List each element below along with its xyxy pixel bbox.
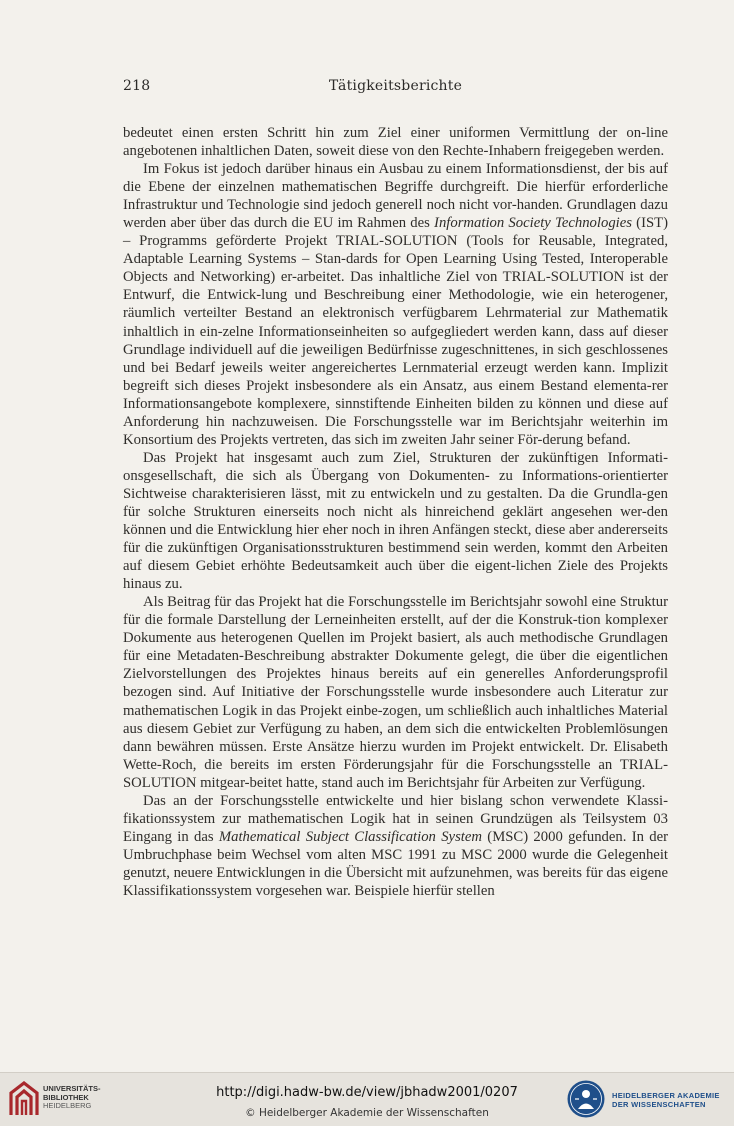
paragraph-5-end: (MSC) 2000 gefunden. In der Umbruchphase beim Wechsel vom alten MSC 1991 zu MSC 2000 wurde die Gelegenheit genutzt, neuere Entwicklungen in die Übersicht mit aufzunehmen, was bereits für das eigene Klassifikationssystem vorgesehen war. Beispiele hierfür stellen — [123, 828, 669, 899]
paragraph-1: bedeutet einen ersten Schritt hin zum Ziel einer uniformen Vermittlung der on-line angebotenen inhaltlichen Daten, soweit diese von den Rechte-Inhabern freigegeben werden. — [123, 125, 668, 160]
running-title: Tätigkeitsberichte — [328, 78, 463, 94]
paragraph-4: Als Beitrag für das Projekt hat die Forschungsstelle im Berichtsjahr sowohl eine Struktur für die formale Darstellung der Lerneinheiten erstellt, auf der die Konstruk-tion komplexer Dokumente aus heterogenen Quellen im Projekt basiert, als auch methodische Grundlagen für eine Metadaten-Beschreibung abstrakter Dokumente gelegt, die über die eigentlichen Zielvorstellungen des Projektes hinaus bereits auf ein generelles Anforderungsprofil bezogen sind. Auf Initiative der Forschungsstelle wurde insbesondere auch Literatur zur mathematischen Logik in das Projekt einbe-zogen, um schließlich auch inhaltliches Material aus diesem Gebiet zur Verfügung zu haben, an dem sich die entwickelten Problemlösungen dann bewähren müssen. Erste Ansätze hierzu wurden im Projekt entwickelt. Dr. Elisabeth Wette-Roch, die bereits im ersten Förderungsjahr für die Forschungsstelle an TRIAL-SOLUTION mitgear-beitet hatte, stand auch im Berichtsjahr für Arbeiten zur Verfügung. — [123, 594, 668, 791]
university-library-name: UNIVERSITÄTS- BIBLIOTHEK HEIDELBERG — [43, 1084, 101, 1110]
paragraph-2-start: Im Fokus ist jedoch darüber hinaus ein Ausbau zu einem Informationsdienst, der bis auf die Ebene der einzelnen mathematischen Begriffe durchgreift. Die hierfür erforderliche Infrastruktur und Technologie sind jedoch generell noch nicht vor-handen. Grundlagen dazu werden aber über das durch die EU im Rahmen des — [123, 161, 668, 232]
ist-program-name: Information Society Technologies — [434, 215, 632, 232]
academy-seal-icon — [566, 1079, 606, 1119]
academy-name: HEIDELBERGER AKADEMIE DER WISSENSCHAFTEN — [612, 1091, 720, 1109]
paragraph-5-start: Das an der Forschungsstelle entwickelte und hier bislang schon verwendete Klassi-fikationssystem zur mathematischen Logik hat in seinen Grundzügen als Teilsystem 03 Eingang in das — [123, 792, 668, 845]
paragraph-3: Das Projekt hat insgesamt auch zum Ziel, Strukturen der zukünftigen Informati-onsgesellschaft, die sich als Übergang von Dokumenten- zu Informations-orientierter Sichtweise charakterisieren lässt, mit zu entwickeln und zu gestalten. Da die Grundla-gen für solche Strukturen einerseits noch nicht als hinreichend geklärt angesehen wer-den können und die Entwicklung hier eher noch in ihren Anfängen steckt, diese aber andererseits für die zukünftigen Organisationsstrukturen bestimmend sein werden, kommt den Arbeiten auf diesem Gebiet erhöhte Bedeutsamkeit auch über die eigent-lichen Ziele des Projekts hinaus zu. — [123, 449, 668, 593]
paragraph-2-end: (IST) – Programms geförderte Projekt TRIAL-SOLUTION (Tools for Reusable, Integrated, Adaptable Learning Systems – Stan-dards for Open Learning Using Tested, Interoperable Objects and Networking) er-arbeitet. Das inhaltliche Ziel von TRIAL-SOLUTION ist der Entwurf, die Entwick-lung und Beschreibung einer Methodologie, wie ein heterogener, räumlich verteilter Bestand an elektronisch verfügbarem Lehrmaterial zur Mathematik inhaltlich in ein-zelne Informationseinheiten so aufgegliedert werden kann, dass auf dieser Grundlage individuell auf die jeweiligen Bedürfnisse zugeschnittenes, in sich geschlossenes und bei Bedarf jeweils weiter angereichertes Lernmaterial erzeugt werden kann. Implizit begreift sich dieses Projekt insbesondere als ein Ansatz, aus einem Bestand elementa-rer Informationsangebote komplexere, sinnstiftende Einheiten bilden zu können und diese auf Anforderung hin nachzuweisen. Die Forschungsstelle war im Berichtsjahr weiterhin im Konsortium des Projekts vertreten, das sich im zweiten Jahr seiner För-derung befand. — [123, 215, 668, 448]
page-header — [123, 78, 668, 98]
page-number: 218 — [123, 78, 151, 94]
paragraph-5 — [123, 792, 668, 900]
paragraph-2 — [123, 160, 668, 449]
msc-system-name: Mathematical Subject Classification System — [218, 828, 482, 845]
footer-bar — [0, 1072, 734, 1126]
permalink-url[interactable]: http://digi.hadw-bw.de/view/jbhadw2001/0207 — [216, 1085, 518, 1100]
copyright-notice: © Heidelberger Akademie der Wissenschaften — [245, 1107, 489, 1119]
body-text — [123, 124, 668, 900]
